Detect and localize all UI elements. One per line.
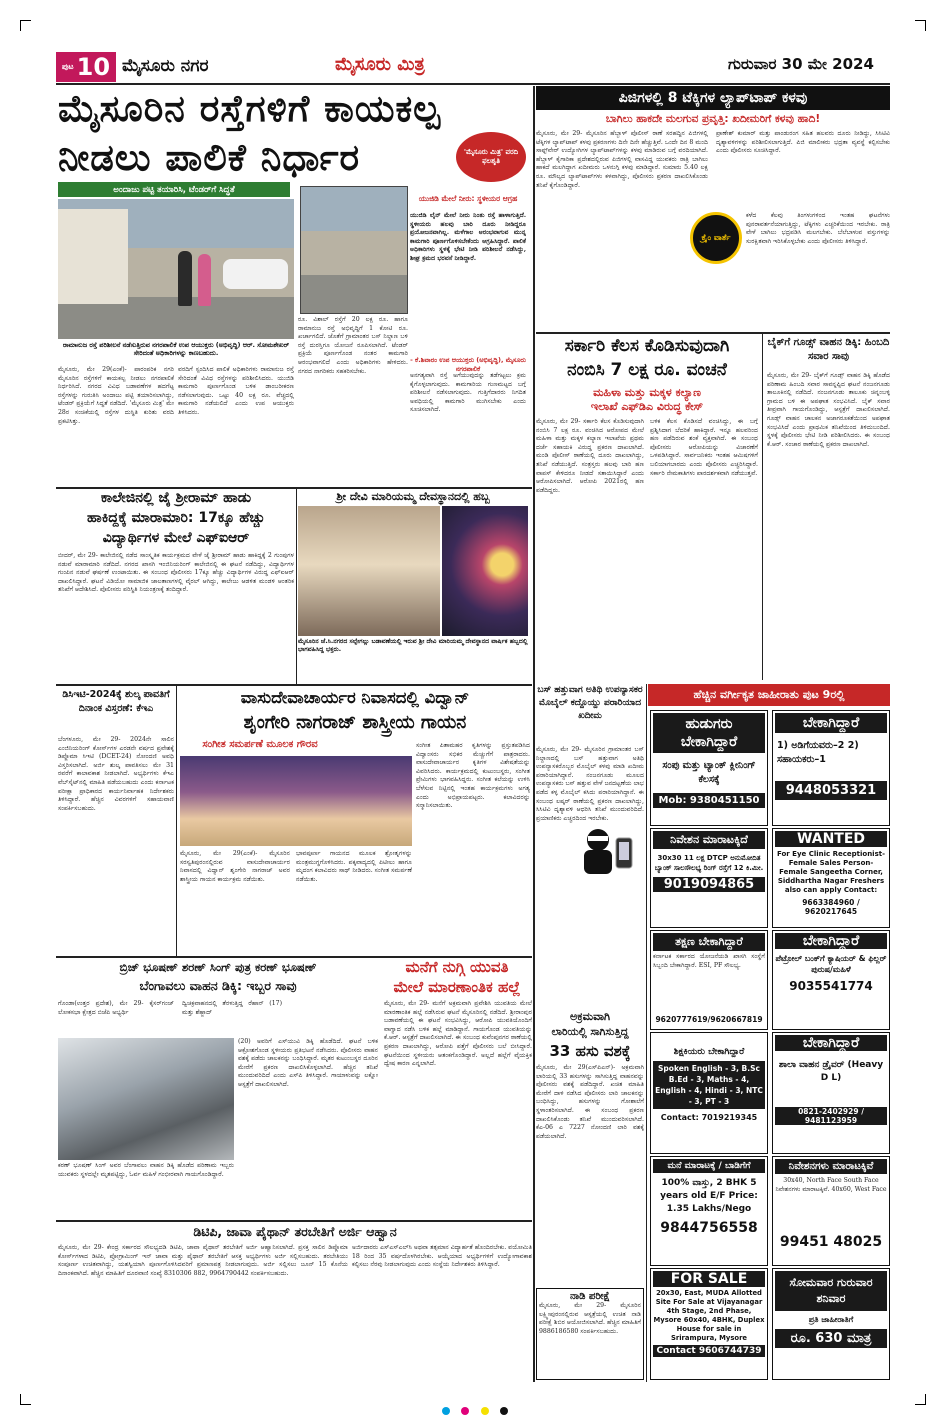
scam-side-rule [762,334,763,680]
attack-headline-2: ಮೇಲೆ ಮಾರಣಾಂತಿಕ ಹಲ್ಲೆ [393,978,521,996]
crop-mark [915,20,926,31]
concert-subhead: ಸಂಗೀತ ಸಮರ್ಪಣೆ ಮೂಲಕ ಗೌರವ [202,739,318,750]
person-figure [198,254,211,306]
attack-headline-1: ಮನೆಗೆ ನುಗ್ಗಿ ಯುವತಿ [405,958,509,976]
ad-boys-title: ಹುಡುಗರು ಬೇಕಾಗಿದ್ದಾರೆ [653,713,765,753]
temple-photo-devotees [298,506,440,636]
yellow-dot [481,1407,489,1415]
ad-eye-title: WANTED [775,831,887,847]
accident-photo [58,1038,234,1160]
classifieds-banner-text: ಹೆಚ್ಚಿನ ವರ್ಗೀಕೃತ ಜಾಹೀರಾತು ಪುಟ 9ರಲ್ಲಿ [693,688,845,701]
college-body: ಬೀದರ್, ಮೇ 29- ಕಾಲೇಜಿನಲ್ಲಿ ನಡೆದ ಸಾಂಸ್ಕೃತಿಕ ಕಾರ್ಯಕ್ರಮದ ವೇಳೆ ಜೈ ಶ್ರೀರಾಮ್ ಹಾಡು ಹಾಕಿದ್ದಕ್ಕೆ 2 ಗುಂಪುಗಳ ನಡುವೆ ಮಾರಾಮಾರಿ ನಡೆದಿದೆ. ನಗರದ ಖಾಸಗಿ ಇಂಜಿನಿಯರಿಂಗ್ ಕಾಲೇಜಿನಲ್ಲಿ ಈ ಘಟನೆ ನಡೆದಿದ್ದು, ವಿದ್ಯಾರ್ಥಿಗಳ ಗುಂಪಿನ ನಡುವೆ ಘರ್ಷಣೆ ಉಂಟಾಯಿತು. ಈ ಸಂಬಂಧ ಪೊಲೀಸರು 17ಕ್ಕೂ ಹೆಚ್ಚು ವಿದ್ಯಾರ್ಥಿಗಳ ವಿರುದ್ಧ ಎಫ್‌ಐಆರ್ ದಾಖಲಿಸಿದ್ದಾರೆ. ಘಟನೆ ವಿಡಿಯೋ ಸಾಮಾಜಿಕ ಜಾಲತಾಣಗಳಲ್ಲಿ ವೈರಲ್ ಆಗಿದ್ದು, ಕಾಲೇಜು ಆಡಳಿತ ಮಂಡಳಿ ಆಂತರಿಕ ತನಿಖೆಗೆ ಆದೇಶಿಸಿದೆ. ಪೊಲೀಸರು ಪರಿಸ್ಥಿತಿ ನಿಯಂತ್ರಣಕ್ಕೆ ತಂದಿದ್ದಾರೆ. [58,552,294,594]
masthead-rule [56,83,890,85]
impact-badge-text: 'ಮೈಸೂರು ಮಿತ್ರ' ವರದಿ ಫಲಶೃತಿ [463,148,519,165]
ad-site-body: 30x30 11 ಲಕ್ಷ DTCP ಅನುಮೋದಿತ ಬ್ಯಾಂಕ್ ಸಾಲಸೌಲಭ್ಯ ರಿಂಗ್ ರಸ್ತೆಗೆ 12 ಕಿ.ಮೀ. [654,854,764,872]
ad-for-sale-body: 20x30, East, MUDA Allotted Site For Sale at Vijayanagar 4th Stage, 2nd Phase, Mysore 60x40, 4BHK, Duplex House for sale in Srirampura, Mysore [653,1289,765,1342]
laptop-subhead: ಬಾಗಿಲು ಹಾಕದೇ ಮಲಗುವ ಪ್ರವೃತ್ತಿ: ಖದೀಮರಿಗೆ ಕಳವು ಹಾದಿ! [605,113,821,125]
dcet-body: ಬೆಂಗಳೂರು, ಮೇ 29- 2024ನೇ ಸಾಲಿನ ಎಂಜಿನಿಯರಿಂಗ್ ಕೋರ್ಸ್‌ಗಳ ಎರಡನೇ ವರ್ಷದ ಪ್ರವೇಶಕ್ಕೆ ಡಿಪ್ಲೊಮಾ ಸಿಇಟಿ (DCET-24) ನೋಂದಣಿ ಅವಧಿ ವಿಸ್ತರಿಸಲಾಗಿದೆ. ಅರ್ಜಿ ಶುಲ್ಕ ಪಾವತಿಸಲು ಮೇ 31 ರವರೆಗೆ ಕಾಲಾವಕಾಶ ನೀಡಲಾಗಿದೆ. ಅಭ್ಯರ್ಥಿಗಳು ಕೆಇಎ ವೆಬ್‌ಸೈಟ್‌ನಲ್ಲಿ ಮಾಹಿತಿ ಪಡೆಯಬಹುದು ಎಂದು ಕರ್ನಾಟಕ ಪರೀಕ್ಷಾ ಪ್ರಾಧಿಕಾರದ ಕಾರ್ಯನಿರ್ವಾಹಕ ನಿರ್ದೇಶಕರು ತಿಳಿಸಿದ್ದಾರೆ. ಹೆಚ್ಚಿನ ವಿವರಗಳಿಗೆ ಸಹಾಯವಾಣಿ ಸಂಪರ್ಕಿಸಬಹುದು. [58,736,174,812]
ad-rate-card [772,1268,890,1380]
scam-body-col2: ಬಳಿಕ ಕೆಲಸ ಕೊಡಿಸದೆ ವಂಚಿಸಿದ್ದು, ಈ ಬಗ್ಗೆ ಪ್ರಶ್ನಿಸಿದಾಗ ಬೆದರಿಕೆ ಹಾಕಿದ್ದಾರೆ. ಇನ್ನೂ ಹಲವರಿಂದ ಹಣ ಪಡೆದಿರುವ ಶಂಕೆ ವ್ಯಕ್ತವಾಗಿದೆ. ಈ ಸಂಬಂಧ ಪೊಲೀಸರು ಆರೋಪಿಯನ್ನು ವಿಚಾರಣೆಗೆ ಒಳಪಡಿಸಿದ್ದಾರೆ. ಸಾರ್ವಜನಿಕರು ಇಂತಹ ಆಮಿಷಗಳಿಗೆ ಬಲಿಯಾಗಬಾರದು ಎಂದು ಪೊಲೀಸರು ಎಚ್ಚರಿಸಿದ್ದಾರೆ. ಸರ್ಕಾರಿ ನೇಮಕಾತಿಗಳು ಪಾರದರ್ಶಕವಾಗಿ ನಡೆಯುತ್ತವೆ. [650,418,758,477]
crop-mark [915,1394,926,1405]
concert-photo [180,756,412,846]
crime-stamp-text: ಕ್ರೈಂ ವಾರ್ತೆ [701,233,731,242]
ad-urgent-wanted [650,930,768,1030]
college-headline-2: ಹಾಕಿದ್ದಕ್ಕೆ ಮಾರಾಮಾರಿ: 17ಕ್ಕೂ ಹೆಚ್ಚು [87,510,265,526]
column-rule [176,686,177,956]
inset-photo [300,186,408,314]
house-wall [58,209,128,304]
impact-badge [456,132,526,182]
lead-photo [58,199,294,339]
temple-headline: ಶ್ರೀ ದೇವಿ ಮಾರಿಯಮ್ಮ ದೇವಸ್ಥಾನದಲ್ಲಿ ಹಬ್ಬ [336,490,490,503]
scam-headline-1: ಸರ್ಕಾರಿ ಕೆಲಸ ಕೊಡಿಸುವುದಾಗಿ [564,336,730,356]
diploma-body-col2: ಅರ್ಜಿದಾರರು ಎಸ್‌ಎಸ್‌ಎಲ್‌ಸಿ ಅಥವಾ ತತ್ಸಮಾನ ವಿದ್ಯಾರ್ಹತೆ ಹೊಂದಿರಬೇಕು. ವಯೋಮಿತಿ 18 ರಿಂದ 35 ವರ್ಷದೊಳಗಿರಬೇಕು. ಆಯ್ಕೆಯಾದ ಅಭ್ಯರ್ಥಿಗಳಿಗೆ ಉದ್ಯೋಗಾವಕಾಶ ಕಲ್ಪಿಸಲು ನೆರವು ನೀಡಲಾಗುವುದು ಎಂದು ಸಂಸ್ಥೆಯ ನಿರ್ದೇಶಕರು ತಿಳಿಸಿದ್ದಾರೆ. [352,1244,532,1269]
bike-headline: ಬೈಕ್‌ಗೆ ಗೂಡ್ಸ್ ವಾಹನ ಡಿಕ್ಕಿ: ಹಿಂಬದಿ ಸವಾರ ಸಾವು [767,337,890,362]
scam-subhead-2: ಇಲಾಖೆ ಎಫ್‌ಡಿಎ ವಿರುದ್ಧ ಕೇಸ್ [590,400,704,413]
ad-teachers-body: Spoken English - 3, B.Sc B.Ed - 3, Maths - 4, English - 4, Hindi - 3, NTC - 3, PT - 3 [653,1061,765,1109]
page-number: 10 [76,53,111,81]
ad-driver-body: ಶಾಲಾ ವಾಹನ ಡ್ರೈವರ್ (Heavy D L) [778,1060,884,1083]
ad-boys-phone: Mob: 9380451150 [653,793,765,808]
ad-petrol-phone: 9035541774 [789,979,873,993]
parked-car [223,259,288,289]
ad-for-sale [650,1268,768,1380]
ad-site-sale [650,828,768,928]
scam-subhead-1: ಮಹಿಳಾ ಮತ್ತು ಮಕ್ಕಳ ಕಲ್ಯಾಣ [593,386,701,399]
ad-for-sale-title: FOR SALE [653,1271,765,1287]
accident-headline-2: ಬೆಂಗಾವಲು ವಾಹನ ಡಿಕ್ಕಿ: ಇಬ್ಬರ ಸಾವು [139,978,297,993]
ad-sites-body: 30x40, North Face South Face ನಿವೇಶನಗಳು ಮಾರಾಟಕ್ಕಿವೆ. 40x60, West Face [775,1177,887,1193]
classifieds-banner [648,684,890,706]
inset-body: ಯುಜಿಡಿ ಲೈನ್ ಮೇಲೆ ನೀರು ನಿಂತು ರಸ್ತೆ ಹಾಳಾಗುತ್ತಿದೆ. ಸ್ಥಳೀಯರು ಹಲವು ಬಾರಿ ದೂರು ನೀಡಿದ್ದರೂ ಪ್ರಯೋಜನವಾಗಿಲ್ಲ. ಮಳೆಗಾಲ ಆರಂಭವಾಗುವ ಮುನ್ನ ಕಾಮಗಾರಿ ಪೂರ್ಣಗೊಳಿಸಬೇಕೆಂದು ಆಗ್ರಹಿಸಿದ್ದಾರೆ. ಪಾಲಿಕೆ ಅಧಿಕಾರಿಗಳು ಸ್ಥಳಕ್ಕೆ ಭೇಟಿ ನೀಡಿ ಪರಿಶೀಲನೆ ನಡೆಸಿದ್ದು, ಶೀಘ್ರ ಕ್ರಮದ ಭರವಸೆ ನೀಡಿದ್ದಾರೆ. [410,212,526,262]
ad-site-title: ನಿವೇಶನ ಮಾರಾಟಕ್ಕಿದೆ [653,831,765,849]
concert-headline-2: ಶೃಂಗೇರಿ ನಾಗರಾಜ್ ಶಾಸ್ತ್ರೀಯ ಗಾಯನ [243,712,467,733]
accident-headline-1: ಬ್ರಿಜ್ ಭೂಷಣ್ ಶರಣ್ ಸಿಂಗ್ ಪುತ್ರ ಕರಣ್ ಭೂಷಣ್ [119,960,317,974]
laptop-headline [536,86,890,110]
ad-cooks-wanted [772,710,890,826]
ad-sites-phone: 99451 48025 [779,1234,883,1250]
lead-subhead [58,182,290,197]
ad-rate-price: ರೂ. 630 ಮಾತ್ರ [775,1329,887,1348]
section-name: ಮೈಸೂರು ನಗರ [122,56,209,76]
cows-headline-1: ಅಕ್ರಮವಾಗಿ [569,1010,611,1023]
inset-head [408,186,528,212]
accident-body-col2: ದ್ವಿಚಕ್ರವಾಹನದಲ್ಲಿ ತೆರಳುತ್ತಿದ್ದ ರೆಹಾನ್ (17) ಮತ್ತು ಶೆಹ್ಜಾದ್ [182,1000,282,1016]
pulse-headline: ನಾಡಿ ಪರೀಕ್ಷೆ [570,1291,610,1302]
ad-house-phone: 9844756558 [660,1220,758,1236]
ad-cooks-title: ಬೇಕಾಗಿದ್ದಾರೆ [775,713,887,733]
bike-body: ಮೈಸೂರು, ಮೇ 29- ಬೈಕ್‌ಗೆ ಗೂಡ್ಸ್ ವಾಹನ ಡಿಕ್ಕಿ ಹೊಡೆದ ಪರಿಣಾಮ ಹಿಂಬದಿ ಸವಾರ ಸಾವನ್ನಪ್ಪಿದ ಘಟನೆ ನಂಜನಗೂಡು ತಾಲೂಕಿನಲ್ಲಿ ನಡೆದಿದೆ. ನಂಜನಗೂಡು ತಾಲೂಕು ಚಿನ್ನಂಬಳ್ಳಿ ಗ್ರಾಮದ ಬಳಿ ಈ ಅಪಘಾತ ಸಂಭವಿಸಿದೆ. ಬೈಕ್ ಸವಾರ ತೀವ್ರವಾಗಿ ಗಾಯಗೊಂಡಿದ್ದು, ಆಸ್ಪತ್ರೆಗೆ ದಾಖಲಿಸಲಾಗಿದೆ. ಗೂಡ್ಸ್ ವಾಹನ ಚಾಲಕನ ಅಜಾಗರೂಕತೆಯಿಂದ ಅಪಘಾತ ಸಂಭವಿಸಿದೆ ಎಂದು ಪ್ರಾಥಮಿಕ ತನಿಖೆಯಿಂದ ತಿಳಿದುಬಂದಿದೆ. ಸ್ಥಳಕ್ಕೆ ಪೊಲೀಸರು ಭೇಟಿ ನೀಡಿ ಪರಿಶೀಲಿಸಿದರು. ಈ ಸಂಬಂಧ ಕೆ.ಆರ್. ಸಂಚಾರ ಠಾಣೆಯಲ್ಲಿ ಪ್ರಕರಣ ದಾಖಲಾಗಿದೆ. [767,372,890,448]
cows-headline-3: 33 ಹಸು ವಶಕ್ಕೆ [549,1042,631,1060]
concert-body-col2: ಭಾವಪೂರ್ಣ ಗಾಯನದ ಮೂಲಕ ಶ್ರೋತೃಗಳನ್ನು ಮಂತ್ರಮುಗ್ಧಗೊಳಿಸಿದರು. ಪಕ್ಕವಾದ್ಯದಲ್ಲಿ ಪಿಟೀಲು ಹಾಗೂ ಮೃದಂಗ ಕಲಾವಿದರು ಸಾಥ್ ನೀಡಿದರು. ಸಂಗೀತ ಸಮರ್ಪಣೆ ನಡೆಯಿತು. [296,850,412,883]
page-label: ಪುಟ [61,62,74,71]
accident-body-col1: ಗೊಂಡಾ(ಉತ್ತರ ಪ್ರದೇಶ), ಮೇ 29- ಕೈಸರ್‌ಗಂಜ್ ಲೋಕಸಭಾ ಕ್ಷೇತ್ರದ ಬಿಜೆಪಿ ಅಭ್ಯರ್ಥಿ [58,1000,174,1016]
ad-urgent-phone: 9620777619/9620667819 [655,1015,763,1024]
column-rule [646,684,647,1382]
ad-house-body: 100% ವಾಸ್ತು, 2 BHK 5 years old E/F Price: 1.35 Lakhs/Nego [660,1178,758,1214]
registration-dots [400,1400,550,1412]
attack-body-col1: ಮೈಸೂರು, ಮೇ 29- ಮನೆಗೆ ಅಕ್ರಮವಾಗಿ ಪ್ರವೇಶಿಸಿ ಯುವತಿಯ ಮೇಲೆ ಮಾರಣಾಂತಿಕ ಹಲ್ಲೆ ನಡೆಸಿರುವ ಘಟನೆ ಮೈಸೂರಿನಲ್ಲಿ ನಡೆದಿದೆ. ಶ್ರೀರಾಂಪುರ ಬಡಾವಣೆಯಲ್ಲಿ ಈ ಘಟನೆ ಸಂಭವಿಸಿದ್ದು, ಆರೋಪಿ ಯುವತಿಯೊಂದಿಗೆ ವಾಗ್ವಾದ ನಡೆಸಿ ಬಳಿಕ ಹಲ್ಲೆ ಮಾಡಿದ್ದಾನೆ. ಗಾಯಗೊಂಡ ಯುವತಿಯನ್ನು ಕೆ.ಆರ್. ಆಸ್ಪತ್ರೆಗೆ ದಾಖಲಿಸಲಾಗಿದೆ. ಈ ಸಂಬಂಧ ಕುವೆಂಪುನಗರ ಠಾಣೆಯಲ್ಲಿ ಪ್ರಕರಣ ದಾಖಲಾಗಿದ್ದು, ಆರೋಪಿ ಪತ್ತೆಗೆ ಪೊಲೀಸರು ಬಲೆ ಬೀಸಿದ್ದಾರೆ. ಘಟನೆಯಿಂದ ಸ್ಥಳೀಯರು ಆತಂಕಗೊಂಡಿದ್ದಾರೆ. ಅಲ್ಲದೆ ಹಲ್ಲೆಗೆ ವೈಯಕ್ತಿಕ ದ್ವೇಷ ಕಾರಣ ಎನ್ನಲಾಗಿದೆ. [384,1000,532,1068]
accident-body-col4: (20) ಅವರಿಗೆ ಎಸ್‌ಯುವಿ ಡಿಕ್ಕಿ ಹೊಡೆದಿದೆ. ಘಟನೆ ಬಳಿಕ ಆಕ್ರೋಶಗೊಂಡ ಸ್ಥಳೀಯರು ಪ್ರತಿಭಟನೆ ನಡೆಸಿದರು. ಪೊಲೀಸರು ವಾಹನ ವಶಕ್ಕೆ ಪಡೆದು ಚಾಲಕನನ್ನು ಬಂಧಿಸಿದ್ದಾರೆ. ಮೃತರ ಕುಟುಂಬಸ್ಥರ ದೂರಿನ ಮೇರೆಗೆ ಪ್ರಕರಣ ದಾಖಲಿಸಿಕೊಳ್ಳಲಾಗಿದೆ. ಹೆಚ್ಚಿನ ತನಿಖೆ ಮುಂದುವರಿದಿದೆ ಎಂದು ಎಸ್‌ಪಿ ತಿಳಿಸಿದ್ದಾರೆ. ಗಾಯಾಳುವನ್ನು ಲಕ್ನೋ ಆಸ್ಪತ್ರೆಗೆ ದಾಖಲಿಸಲಾಗಿದೆ. [238,1038,378,1088]
ad-house-sale [650,1156,768,1266]
ad-petrol-title: ಬೇಕಾಗಿದ್ದಾರೆ [775,933,887,949]
college-headline-1: ಕಾಲೇಜಿನಲ್ಲಿ ಜೈ ಶ್ರೀರಾಮ್ ಹಾಡು [100,490,252,506]
accident-body-col3: ಕರಣ್ ಭೂಷಣ್ ಸಿಂಗ್ ಅವರ ಬೆಂಗಾವಲು ವಾಹನ ಡಿಕ್ಕಿ ಹೊಡೆದ ಪರಿಣಾಮ ಇಬ್ಬರು ಯುವಕರು ಸ್ಥಳದಲ್ಲೇ ಮೃತಪಟ್ಟಿದ್ದು, ಓರ್ವ ಮಹಿಳೆ ಗಂಭೀರವಾಗಿ ಗಾಯಗೊಂಡಿದ್ದಾರೆ. [58,1162,234,1178]
crime-stamp [690,212,742,264]
cyan-dot [442,1407,450,1415]
mid-rule [56,684,532,686]
bus-headline: ಬಸ್ ಹತ್ತುವಾಗ ಅತಿಥಿ ಉಪನ್ಯಾಸಕರ ಮೊಬೈಲ್ ಕದ್ದೊಯ್ದು ಪರಾರಿಯಾದ ಖದೀಮ [537,685,643,721]
ad-urgent-title: ತಕ್ಷಣ ಬೇಕಾಗಿದ್ದಾರೆ [653,933,765,951]
ad-driver-title: ಬೇಕಾಗಿದ್ದಾರೆ [775,1035,887,1051]
concert-headline-1: ವಾಸುದೇವಾಚಾರ್ಯರ ನಿವಾಸದಲ್ಲಿ ವಿದ್ವಾನ್ [240,688,470,707]
diploma-body-col1: ಮೈಸೂರು, ಮೇ 29- ಕೇಂದ್ರ ಸರ್ಕಾರದ ಸೌಲಭ್ಯದಡಿ ಡಿಟಿಪಿ, ಜಾವಾ ಪೈಥಾನ್ ತರಬೇತಿಗೆ ಅರ್ಜಿ ಆಹ್ವಾನಿಸಲಾಗಿದೆ. ಪ್ರಸಕ್ತ ಸಾಲಿನ ಡಿಪ್ಲೊಮಾ ಕೋರ್ಸ್‌ಗಳಾದ ಡಿಟಿಪಿ, ಪ್ರೋಗ್ರಾಮಿಂಗ್ ಇನ್ ಜಾವಾ ಮತ್ತು ಪೈಥಾನ್ ತರಬೇತಿಗೆ ಆಸಕ್ತ ಅಭ್ಯರ್ಥಿಗಳು ಅರ್ಜಿ ಸಲ್ಲಿಸಬಹುದು. ತರಬೇತಿಯು ಸಂಪೂರ್ಣ ಉಚಿತವಾಗಿದ್ದು, ಯಶಸ್ವಿಯಾಗಿ ಪೂರ್ಣಗೊಳಿಸಿದವರಿಗೆ ಪ್ರಮಾಣಪತ್ರ ನೀಡಲಾಗುವುದು. ಅರ್ಜಿ ಸಲ್ಲಿಸಲು ಜೂನ್ 15 ಕೊನೆಯ ದಿನಾಂಕವಾಗಿದೆ. ಹೆಚ್ಚಿನ ಮಾಹಿತಿಗೆ ದೂರವಾಣಿ ಸಂಖ್ಯೆ 8310306 882, 9964790442 ಸಂಪರ್ಕಿಸಬಹುದು. [58,1244,348,1277]
laptop-body-col3: ಕಳೆದ ಕೆಲವು ತಿಂಗಳುಗಳಿಂದ ಇಂತಹ ಘಟನೆಗಳು ಪುನರಾವರ್ತನೆಯಾಗುತ್ತಿದ್ದು, ಟೆಕ್ಕಿಗಳು ಎಚ್ಚರಿಕೆಯಿಂದ ಇರಬೇಕು. ರಾತ್ರಿ ವೇಳೆ ಬಾಗಿಲು ಭದ್ರಪಡಿಸಿ ಮಲಗಬೇಕು. ಬೆಲೆಬಾಳುವ ವಸ್ತುಗಳನ್ನು ಸುರಕ್ಷಿತವಾಗಿ ಇರಿಸಿಕೊಳ್ಳಬೇಕು ಎಂದು ಪೊಲೀಸರು ತಿಳಿಸಿದ್ದಾರೆ. [746,212,890,245]
lead-body-col2: ವರದಿಗೆ ಸ್ಪಂದಿಸಿದ ಪಾಲಿಕೆ ಅಧಿಕಾರಿಗಳು ರಾಮಾನುಜ ರಸ್ತೆ ಸೇರಿದಂತೆ ವಿವಿಧ ರಸ್ತೆಗಳನ್ನು ಪರಿಶೀಲಿಸಿದರು. ಯುಜಿಡಿ ಕಾಮಗಾರಿ ಪೂರ್ಣಗೊಂಡ ಬಳಿಕ ಡಾಂಬರೀಕರಣ ನಡೆಸಲಾಗುವುದು. ಒಟ್ಟು 40 ಲಕ್ಷ ರೂ. ವೆಚ್ಚದಲ್ಲಿ ಕಾಮಗಾರಿ ನಡೆಯಲಿದೆ ಎಂದು ಉಪ ಆಯುಕ್ತರು ತಿಳಿಸಿದರು. [178,366,294,416]
bus-body: ಮೈಸೂರು, ಮೇ 29- ಮೈಸೂರಿನ ಗ್ರಾಮಾಂತರ ಬಸ್ ನಿಲ್ದಾಣದಲ್ಲಿ ಬಸ್ ಹತ್ತುವಾಗ ಅತಿಥಿ ಉಪನ್ಯಾಸಕರೊಬ್ಬರ ಮೊಬೈಲ್ ಕಳವು ಮಾಡಿ ಖದೀಮ ಪರಾರಿಯಾಗಿದ್ದಾನೆ. ನಂಜನಗೂಡು ಮೂಲದ ಉಪನ್ಯಾಸಕರು ಬಸ್ ಹತ್ತುವ ವೇಳೆ ಜನದಟ್ಟಣೆಯ ಲಾಭ ಪಡೆದ ಕಳ್ಳ ಮೊಬೈಲ್ ಕಸಿದು ಪರಾರಿಯಾಗಿದ್ದಾನೆ. ಈ ಸಂಬಂಧ ಲಷ್ಕರ್ ಠಾಣೆಯಲ್ಲಿ ಪ್ರಕರಣ ದಾಖಲಾಗಿದ್ದು, ಸಿಸಿಟಿವಿ ದೃಶ್ಯಾವಳಿ ಆಧರಿಸಿ ತನಿಖೆ ಮುಂದುವರಿದಿದೆ. ಪ್ರಯಾಣಿಕರು ಎಚ್ಚರದಿಂದ ಇರಬೇಕು. [536,746,644,822]
concert-body-col1: ಮೈಸೂರು, ಮೇ 29(ಎಂಕೆ)- ಮೈಸೂರಿನ ಸರಸ್ವತಿಪುರಂನಲ್ಲಿರುವ ವಾಸುದೇವಾಚಾರ್ಯರ ನಿವಾಸದಲ್ಲಿ ವಿದ್ವಾನ್ ಶೃಂಗೇರಿ ನಾಗರಾಜ್ ಅವರ ಶಾಸ್ತ್ರೀಯ ಗಾಯನ ಕಾರ್ಯಕ್ರಮ ನಡೆಯಿತು. [180,850,290,883]
lead-body-col1: ಮೈಸೂರು, ಮೇ 29(ಎಂಕೆ)- ಪಾರಂಪರಿಕ ನಗರಿ ಮೈಸೂರಿನ ರಸ್ತೆಗಳಿಗೆ ಕಾಯಕಲ್ಪ ನೀಡಲು ನಗರಪಾಲಿಕೆ ನಿರ್ಧರಿಸಿದೆ. ನಗರದ ವಿವಿಧ ಬಡಾವಣೆಗಳ ಹದಗೆಟ್ಟ ರಸ್ತೆಗಳನ್ನು ಗುರುತಿಸಿ ಅಂದಾಜು ಪಟ್ಟಿ ತಯಾರಿಸಲಾಗಿದ್ದು, ಟೆಂಡರ್ ಪ್ರಕ್ರಿಯೆಗೆ ಸಿದ್ಧತೆ ನಡೆದಿದೆ. 'ಮೈಸೂರು ಮಿತ್ರ' ಮೇ 28ರ ಸಂಚಿಕೆಯಲ್ಲಿ ರಸ್ತೆಗಳ ದುಸ್ಥಿತಿ ಕುರಿತು ವರದಿ ಪ್ರಕಟಿಸಿತ್ತು. [58,366,174,425]
cows-headline-2: ಲಾರಿಯಲ್ಲಿ ಸಾಗಿಸುತ್ತಿದ್ದ [551,1026,629,1038]
cows-body: ಮೈಸೂರು, ಮೇ 29(ಎಸ್‌ಪಿಎನ್)- ಅಕ್ರಮವಾಗಿ ಲಾರಿಯಲ್ಲಿ 33 ಹಸುಗಳನ್ನು ಸಾಗಿಸುತ್ತಿದ್ದ ವಾಹನವನ್ನು ಪೊಲೀಸರು ವಶಕ್ಕೆ ಪಡೆದಿದ್ದಾರೆ. ಖಚಿತ ಮಾಹಿತಿ ಮೇರೆಗೆ ದಾಳಿ ನಡೆಸಿದ ಪೊಲೀಸರು ಲಾರಿ ಚಾಲಕನನ್ನು ಬಂಧಿಸಿದ್ದು, ಹಸುಗಳನ್ನು ಗೋಶಾಲೆಗೆ ಸ್ಥಳಾಂತರಿಸಲಾಗಿದೆ. ಈ ಸಂಬಂಧ ಪ್ರಕರಣ ದಾಖಲಿಸಿಕೊಂಡು ತನಿಖೆ ಮುಂದುವರಿಸಲಾಗಿದೆ. ಕೆಎ-06 ಎ 7227 ನೋಂದಣಿ ಲಾರಿ ವಶಕ್ಕೆ ಪಡೆಯಲಾಗಿದೆ. [536,1064,644,1140]
ad-teachers-phone: Contact: 7019219345 [660,1113,758,1122]
ad-teachers [650,1032,768,1154]
ad-rate-label: ಪ್ರತಿ ಜಾಹೀರಾತಿಗೆ [808,1315,854,1324]
lead-photo-caption: ರಾಮಾನುಜ ರಸ್ತೆ ಪರಿಶೀಲನೆ ನಡೆಸುತ್ತಿರುವ ನಗರಪಾಲಿಕೆ ಉಪ ಆಯುಕ್ತರು (ಅಭಿವೃದ್ಧಿ) ಆರ್. ಸೋಮಶೇಖರ್ ಸೇರಿದಂತೆ ಅಧಿಕಾರಿಗಳನ್ನು ಕಾಣಬಹುದು. [62,341,290,357]
ad-eye-clinic [772,828,890,928]
ad-boys-wanted [650,710,768,826]
ad-eye-body: For Eye Clinic Receptionist-Female Sales Person-Female Sangeetha Corner, Siddhartha Nagar Freshers also can apply Contact: [776,850,886,894]
ad-sites-title: ನಿವೇಶನಗಳು ಮಾರಾಟಕ್ಕಿವೆ [775,1159,887,1174]
page-number-badge [56,52,116,82]
ad-cooks-phone: 9448053321 [775,781,887,800]
pulse-body: ಮೈಸೂರು, ಮೇ 29- ಮೈಸೂರಿನ ಲಕ್ಷ್ಮೀಪುರಂನಲ್ಲಿರುವ ಆಸ್ಪತ್ರೆಯಲ್ಲಿ ಉಚಿತ ನಾಡಿ ಪರೀಕ್ಷೆ ಶಿಬಿರ ಆಯೋಜಿಸಲಾಗಿದೆ. ಹೆಚ್ಚಿನ ಮಾಹಿತಿಗೆ 9886186580 ಸಂಪರ್ಕಿಸಬಹುದು. [539,1302,641,1335]
diploma-headline: ಡಿಟಿಪಿ, ಜಾವಾ ಪೈಥಾನ್ ತರಬೇತಿಗೆ ಅರ್ಜಿ ಆಹ್ವಾನ [193,1224,397,1239]
temple-caption: ಮೈಸೂರಿನ ಜೆ.ಸಿ.ನಗರದ ಸಲ್ಪೇಗಲ್ಲು ಬಡಾವಣೆಯಲ್ಲಿ ಇರುವ ಶ್ರೀ ದೇವಿ ಮಾರಿಯಮ್ಮ ದೇವಸ್ಥಾನದ ವಾರ್ಷಿಕ ಹಬ್ಬದಲ್ಲಿ ಭಾಗವಹಿಸಿದ್ದ ಭಕ್ತರು. [298,638,528,653]
ad-eye-phone: 9663384960 / 9620217645 [802,898,860,916]
dcet-headline: ಡಿಸಿಇಟಿ-2024ಕ್ಕೆ ಶುಲ್ಕ ಪಾವತಿಗೆ ದಿನಾಂಕ ವಿಸ್ತರಣೆ: ಕೆಇಎ [62,689,170,714]
ad-sites-sale [772,1156,890,1266]
concert-body-col3: ಸಂಗೀತ ಪಿತಾಮಹರ ಕೃತಿಗಳನ್ನು ಪ್ರಸ್ತುತಪಡಿಸಿದ ವಿದ್ವಾಂಸರು ಸಭಿಕರ ಮೆಚ್ಚುಗೆಗೆ ಪಾತ್ರರಾದರು. ವಾಸುದೇವಾಚಾರ್ಯರ ಕೃತಿಗಳ ವಿಶೇಷತೆಯನ್ನು ವಿವರಿಸಿದರು. ಕಾರ್ಯಕ್ರಮದಲ್ಲಿ ಕುಟುಂಬಸ್ಥರು, ಸಂಗೀತ ಪ್ರೇಮಿಗಳು ಭಾಗವಹಿಸಿದ್ದರು. ಸಂಗೀತ ಕಲೆಯನ್ನು ಉಳಿಸಿ ಬೆಳೆಸುವ ನಿಟ್ಟಿನಲ್ಲಿ ಇಂತಹ ಕಾರ್ಯಕ್ರಮಗಳು ಅಗತ್ಯ ಎಂದು ಅಭಿಪ್ರಾಯಪಟ್ಟರು. ಕಲಾವಿದರನ್ನು ಸನ್ಮಾನಿಸಲಾಯಿತು. [416,742,530,810]
crop-mark [20,20,31,31]
column-rule [533,86,535,1382]
ad-boys-body: ಸಂಪು ಮತ್ತು ಟ್ಯಾಂಕ್ ಕ್ಲೀನಿಂಗ್ ಕೆಲಸಕ್ಕೆ [662,760,756,785]
ad-for-sale-phone: Contact 9606744739 [653,1345,765,1357]
ad-teachers-title: ಶಿಕ್ಷಕಿಯರು ಬೇಕಾಗಿದ್ದಾರೆ [673,1047,745,1057]
crop-mark [20,1394,31,1405]
person-figure [178,251,192,306]
magenta-dot [461,1407,469,1415]
laptop-body-col1: ಮೈಸೂರು, ಮೇ 29- ಮೈಸೂರಿನ ಹೆಬ್ಬಾಳ್ ಪೊಲೀಸ್ ಠಾಣೆ ಸರಹದ್ದಿನ ಪಿಜಿಗಳಲ್ಲಿ ಟೆಕ್ಕಿಗಳ ಲ್ಯಾಪ್‌ಟಾಪ್ ಕಳವು ಪ್ರಕರಣಗಳು ದಿನೇ ದಿನೇ ಹೆಚ್ಚುತ್ತಿವೆ. ಒಂದೇ ದಿನ 8 ಮಂದಿ ಸಾಫ್ಟ್‌ವೇರ್ ಉದ್ಯೋಗಿಗಳ ಲ್ಯಾಪ್‌ಟಾಪ್‌ಗಳನ್ನು ಕಳವು ಮಾಡಿರುವ ಬಗ್ಗೆ ವರದಿಯಾಗಿದೆ. ಹೆಬ್ಬಾಳ್ ಕೈಗಾರಿಕಾ ಪ್ರದೇಶದಲ್ಲಿರುವ ಪಿಜಿಗಳಲ್ಲಿ ವಾಸವಿದ್ದ ಯುವಕರು ರಾತ್ರಿ ಬಾಗಿಲು ಹಾಕದೆ ಮಲಗಿದ್ದಾಗ ಖದೀಮರು ಒಳನುಗ್ಗಿ ಕಳವು ಮಾಡಿದ್ದಾರೆ. ಸುಮಾರು 5.40 ಲಕ್ಷ ರೂ. ಮೌಲ್ಯದ ಲ್ಯಾಪ್‌ಟಾಪ್‌ಗಳು ಕಳವಾಗಿದ್ದು, ಪೊಲೀಸರು ಪ್ರಕರಣ ದಾಖಲಿಸಿಕೊಂಡು ತನಿಖೆ ಕೈಗೊಂಡಿದ್ದಾರೆ. [536,130,708,189]
college-headline-3: ವಿದ್ಯಾರ್ಥಿಗಳ ಮೇಲೆ ಎಫ್‌ಐಆರ್ [102,530,250,546]
ad-site-phone: 9019094865 [653,877,765,892]
ad-petrol-body: ಪೆಟ್ರೋಲ್ ಬಂಕ್‌ಗೆ ಕ್ಯಾಷಿಯರ್ & ಫಿಲ್ಲರ್ ಪುರುಷ/ಮಹಿಳೆ [775,954,887,974]
ad-driver-phone: 0821-2402929 / 9481123959 [775,1107,887,1125]
diploma-top-rule [56,1220,532,1222]
ad-driver [772,1032,890,1154]
lead-subhead-text: ಅಂದಾಜು ಪಟ್ಟಿ ತಯಾರಿಸಿ, ಟೆಂಡರ್‌ಗೆ ಸಿದ್ಧತೆ [113,184,235,195]
temple-photo-deity [442,506,528,636]
ad-rate-days: ಸೋಮವಾರ ಗುರುವಾರ ಶನಿವಾರ [775,1271,887,1311]
ad-cooks-body: 1) ಅಡಿಗೆಯವರು–2 2) ಸಹಾಯಕರು–1 [777,740,859,765]
ad-house-title: ಮನೆ ಮಾರಾಟಕ್ಕೆ / ಬಾಡಿಗೆಗೆ [653,1159,765,1173]
laptop-headline-text: ಪಿಜಿಗಳಲ್ಲಿ 8 ಟೆಕ್ಕಿಗಳ ಲ್ಯಾಪ್‌ಟಾಪ್ ಕಳವು [618,90,808,106]
pulse-box [536,1288,644,1380]
ad-petrol-bunk [772,930,890,1030]
laptop-body-col2: ಪ್ರಾಣೇಶ್ ಕುಮಾರ್ ಮತ್ತು ಪಾಂಡುರಂಗ ಸಹಿತ ಹಲವರು ದೂರು ನೀಡಿದ್ದು, ಸಿಸಿಟಿವಿ ದೃಶ್ಯಾವಳಿಗಳನ್ನು ಪರಿಶೀಲಿಸಲಾಗುತ್ತಿದೆ. ಪಿಜಿ ಮಾಲೀಕರು ಭದ್ರತಾ ವ್ಯವಸ್ಥೆ ಕಲ್ಪಿಸಬೇಕು ಎಂದು ಪೊಲೀಸರು ಸೂಚಿಸಿದ್ದಾರೆ. [716,130,890,155]
lead-body-col3: ರೂ. ವಿಶಾಲ್ ರಸ್ತೆಗೆ 20 ಲಕ್ಷ ರೂ. ಹಾಗೂ ರಾಮಾನುಜ ರಸ್ತೆ ಅಭಿವೃದ್ಧಿಗೆ 1 ಕೋಟಿ ರೂ. ಖರ್ಚಾಗಲಿದೆ. ಜೊತೆಗೆ ಗ್ರಾಮಾಂತರ ಬಸ್ ನಿಲ್ದಾಣ ಬಳಿ ರಸ್ತೆ ದುರಸ್ತಿಗೂ ಯೋಜನೆ ರೂಪಿಸಲಾಗಿದೆ. ಟೆಂಡರ್ ಪ್ರಕ್ರಿಯೆ ಪೂರ್ಣಗೊಂಡ ನಂತರ ಕಾಮಗಾರಿ ಆರಂಭವಾಗಲಿದೆ ಎಂದು ಅಧಿಕಾರಿಗಳು ಹೇಳಿದರು. ನಗರದ ನಾಗರಿಕರು ಸಹಕರಿಸಬೇಕು. [298,316,408,375]
lead-headline-2: ನೀಡಲು ಪಾಲಿಕೆ ನಿರ್ಧಾರ [58,136,361,179]
column-rule [296,488,297,684]
issue-date: ಗುರುವಾರ 30 ಮೇ 2024 [728,55,874,73]
lead-bottom-rule [56,487,532,489]
inset-head-text: ಯುಜಿಡಿ ಮೇಲೆ ನೀರು: ಸ್ಥಳೀಯರ ಆಗ್ರಹ [418,194,518,203]
lead-headline-1: ಮೈಸೂರಿನ ರಸ್ತೆಗಳಿಗೆ ಕಾಯಕಲ್ಪ [58,87,441,130]
lead-body-col4: ಅನಗತ್ಯವಾಗಿ ರಸ್ತೆ ಅಗೆಯುವುದನ್ನು ತಡೆಗಟ್ಟಲು ಕ್ರಮ ಕೈಗೊಳ್ಳಲಾಗುವುದು. ಕಾಮಗಾರಿಯ ಗುಣಮಟ್ಟದ ಬಗ್ಗೆ ಪರಿಶೀಲನೆ ನಡೆಸಲಾಗುವುದು. ಗುತ್ತಿಗೆದಾರರು ನಿಗದಿತ ಅವಧಿಯಲ್ಲಿ ಕಾಮಗಾರಿ ಮುಗಿಸಬೇಕು ಎಂದು ಸೂಚಿಸಲಾಗಿದೆ. [410,372,526,414]
scam-headline-2: ನಂಬಿಸಿ 7 ಲಕ್ಷ ರೂ. ವಂಚನೆ [567,360,727,380]
paper-name: ಮೈಸೂರು ಮಿತ್ರ [335,54,425,75]
quote-sign: - ಕೆ.ಶಿವಾರಂ ಉಪ ಆಯುಕ್ತರು (ಅಭಿವೃದ್ಧಿ), ಮೈಸೂರು ನಗರಪಾಲಿಕೆ [410,356,526,373]
laptop-bottom-rule [536,332,890,334]
black-dot [500,1407,508,1415]
scam-body-col1: ಮೈಸೂರು, ಮೇ 29- ಸರ್ಕಾರಿ ಕೆಲಸ ಕೊಡಿಸುವುದಾಗಿ ನಂಬಿಸಿ 7 ಲಕ್ಷ ರೂ. ವಂಚಿಸಿದ ಆರೋಪದ ಮೇಲೆ ಮಹಿಳಾ ಮತ್ತು ಮಕ್ಕಳ ಕಲ್ಯಾಣ ಇಲಾಖೆಯ ಪ್ರಥಮ ದರ್ಜೆ ಸಹಾಯಕಿ ವಿರುದ್ಧ ಪ್ರಕರಣ ದಾಖಲಾಗಿದೆ. ಮಂಡಿ ಪೊಲೀಸ್ ಠಾಣೆಯಲ್ಲಿ ದೂರು ದಾಖಲಾಗಿದ್ದು, ತನಿಖೆ ನಡೆಯುತ್ತಿದೆ. ಸಂತ್ರಸ್ತರು ಹಲವು ಬಾರಿ ಹಣ ವಾಪಸ್ ಕೇಳಿದರೂ ನೀಡದೆ ಸತಾಯಿಸಿದ್ದಾರೆ ಎಂದು ಆರೋಪಿಸಲಾಗಿದೆ. ಆರೋಪಿ 2021ರಲ್ಲಿ ಹಣ ಪಡೆದಿದ್ದರು. [536,418,644,494]
ad-urgent-body: ಕರ್ನಾಟಕ ಸರ್ಕಾರದ ಯೋಜನೆಯಡಿ ಖಾಸಗಿ ಸಂಸ್ಥೆಗೆ ಸಿಬ್ಬಂದಿ ಬೇಕಾಗಿದ್ದಾರೆ. ESI, PF ಸೌಲಭ್ಯ. [653,953,765,969]
